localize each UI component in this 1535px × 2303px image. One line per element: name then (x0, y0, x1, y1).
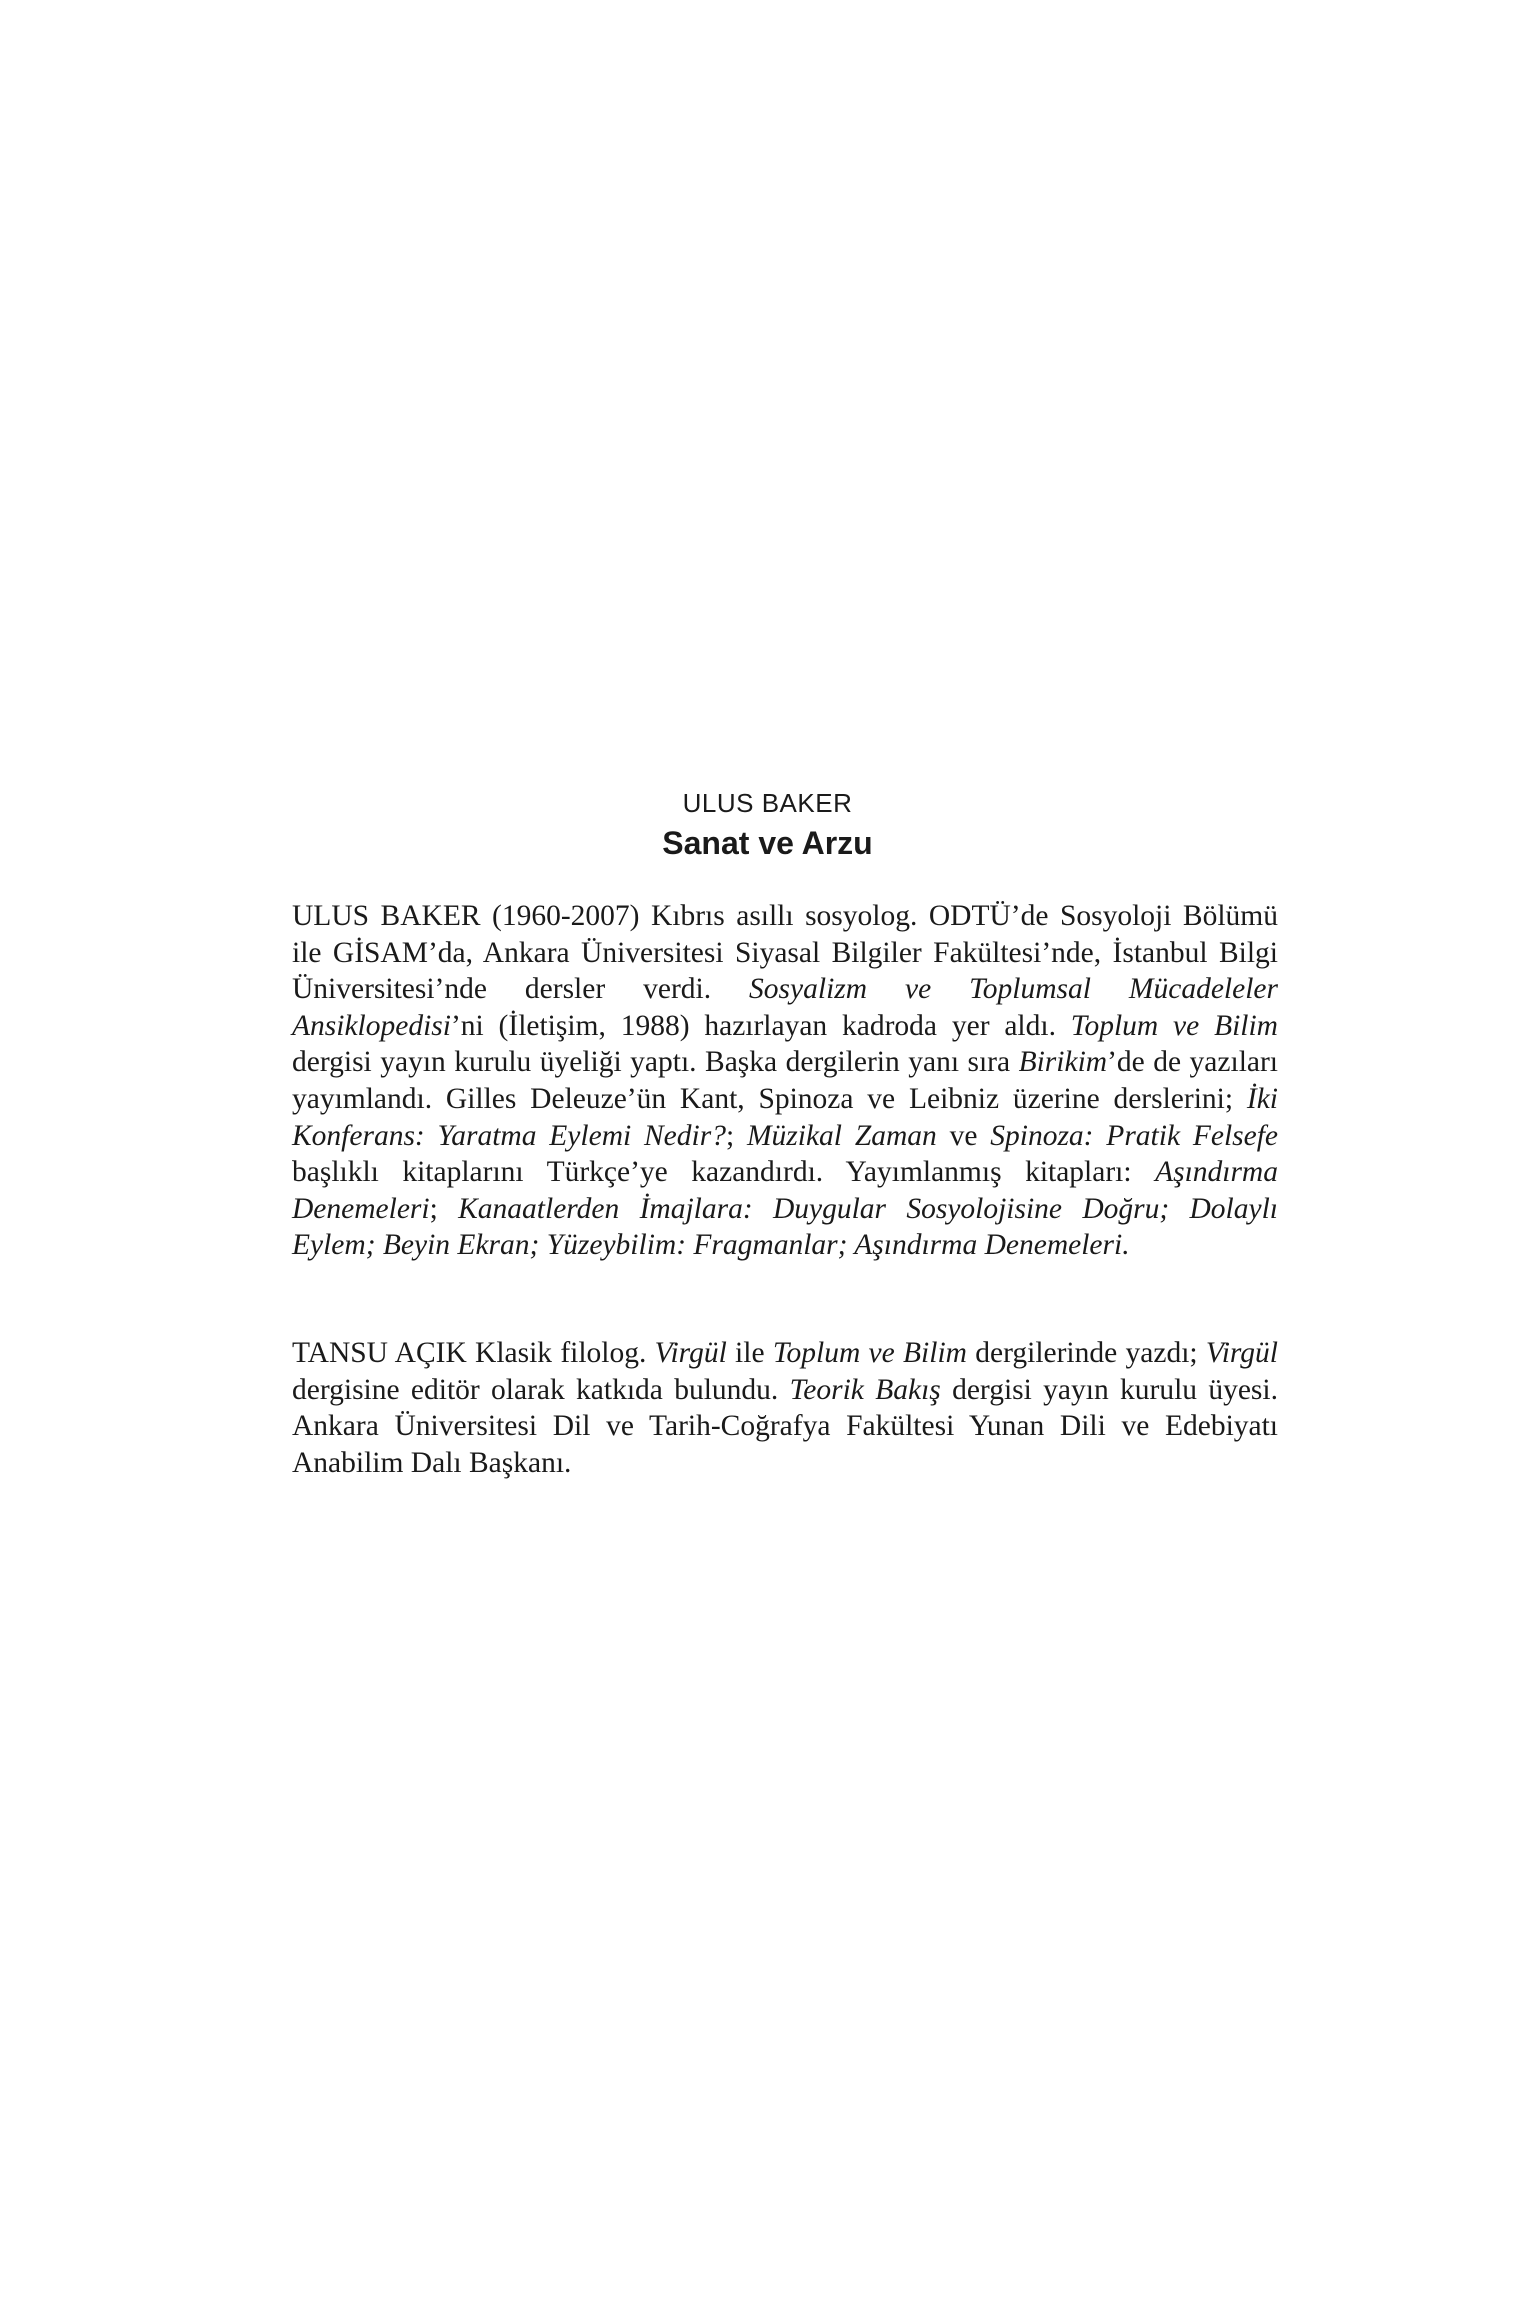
bio-segment: ’de de yazıları yayımlandı. Gilles Deleuze’ün Kant, Spinoza ve Leibniz üzerine derslerini; (292, 1046, 1278, 1115)
book-header (0, 785, 1535, 865)
bio-segment-italic: Toplum ve Bilim (772, 1337, 967, 1369)
bio-segment-italic: Birikim (1018, 1046, 1108, 1079)
bio-segment: ; (725, 1119, 747, 1152)
bio-segment-italic: Sosyalizm ve Toplumsal Mücadeleler Ansiklopedisi (292, 973, 1278, 1042)
bio-segment: başlıklı kitaplarını Türkçe’ye kazandırdı. Yayımlanmış kitapları: (292, 1156, 1156, 1189)
bio-segment: ile (726, 1337, 773, 1369)
bio-segment: dergisi yayın kurulu üyeliği yaptı. Başka dergilerin yanı sıra (292, 1046, 1019, 1079)
bio-segment-italic: Virgül (1205, 1337, 1278, 1369)
bio-segment: ULUS BAKER (1960-2007) Kıbrıs asıllı sosyolog. ODTÜ’de Sosyoloji Bölümü ile GİSAM’da, Ankara Üniversitesi Siyasal Bilgiler Fakültesi’nde, İstanbul Bilgi Üniversitesi’nde dersler verdi. (292, 900, 1278, 1006)
author-name: ULUS BAKER (682, 788, 853, 818)
book-title: Sanat ve Arzu (662, 825, 873, 861)
bio-segment: ’ni (İletişim, 1988) hazırlayan kadroda yer aldı. (450, 1009, 1071, 1042)
bio-segment-italic: Aşındırma Denemeleri (292, 1156, 1278, 1225)
bio-segment: dergisi yayın kurulu üyesi. Ankara Üniversitesi Dil ve Tarih-Coğrafya Fakültesi Yunan Dili ve Edebiyatı Anabilim Dalı Başkanı. (292, 1373, 1278, 1479)
author-biography (292, 898, 1278, 1264)
bio-segment: ve (936, 1119, 991, 1152)
bio-segment: TANSU AÇIK Klasik filolog. (292, 1337, 655, 1369)
bio-segment: dergilerinde yazdı; (966, 1337, 1206, 1369)
bio-segment-italic: Spinoza: Pratik Felsefe (990, 1119, 1279, 1152)
bio-segment: ; (429, 1192, 459, 1225)
bio-segment-italic: Kanaatlerden İmajlara: Duygular Sosyolojisine Doğru; Dolaylı Eylem; Beyin Ekran; Yüzeybilim: Fragmanlar; Aşındırma Denemeleri. (292, 1192, 1278, 1262)
bio-segment-italic: Müzikal Zaman (746, 1119, 937, 1152)
bio-segment-italic: İki Konferans: Yaratma Eylemi Nedir? (292, 1082, 1278, 1152)
bio-segment-italic: Toplum ve Bilim (1070, 1009, 1278, 1042)
bio-segment-italic: Teorik Bakış (789, 1373, 941, 1406)
bio-segment: dergisine editör olarak katkıda bulundu. (292, 1373, 790, 1406)
bio-segment-italic: Virgül (654, 1337, 727, 1369)
translator-biography (292, 1335, 1278, 1481)
